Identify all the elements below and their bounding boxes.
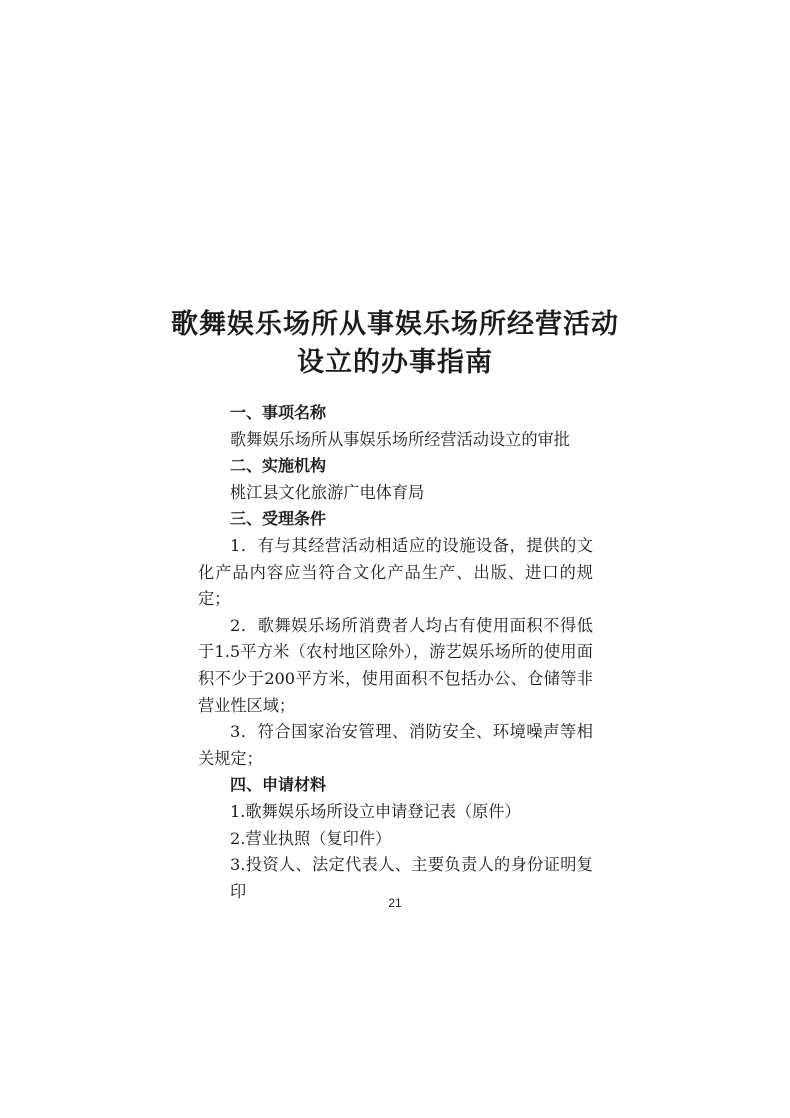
section-heading-materials: 四、申请材料 [230, 775, 327, 795]
page-number: 21 [388, 896, 402, 910]
document-title-line-2: 设立的办事指南 [297, 347, 493, 378]
material-item-1: 1.歌舞娱乐场所设立申请登记表（原件） [230, 801, 521, 821]
section-heading-conditions: 三、受理条件 [230, 509, 327, 529]
section-heading-item-name: 一、事项名称 [230, 403, 327, 422]
section-heading-agency: 二、实施机构 [230, 456, 327, 476]
material-item-2: 2.营业执照（复印件） [230, 828, 392, 848]
document-title-line-1: 歌舞娱乐场所从事娱乐场所经营活动 [171, 309, 619, 340]
material-item-3: 3.投资人、法定代表人、主要负责人的身份证明复印 [230, 855, 593, 901]
document-body [198, 400, 593, 905]
agency-text: 桃江县文化旅游广电体育局 [230, 482, 425, 502]
condition-item-1: 1．有与其经营活动相适应的设施设备，提供的文化产品内容应当符合文化产品生产、出版、进口的规定； [198, 535, 593, 609]
condition-item-2: 2．歌舞娱乐场所消费者人均占有使用面积不得低于1.5平方米（农村地区除外），游艺娱乐场所的使用面积不少于200平方米，使用面积不包括办公、仓储等非营业性区域； [198, 615, 593, 715]
item-name-text: 歌舞娱乐场所从事娱乐场所经营活动设立的审批 [230, 429, 570, 449]
condition-item-3: 3．符合国家治安管理、消防安全、环境噪声等相关规定； [198, 722, 593, 768]
